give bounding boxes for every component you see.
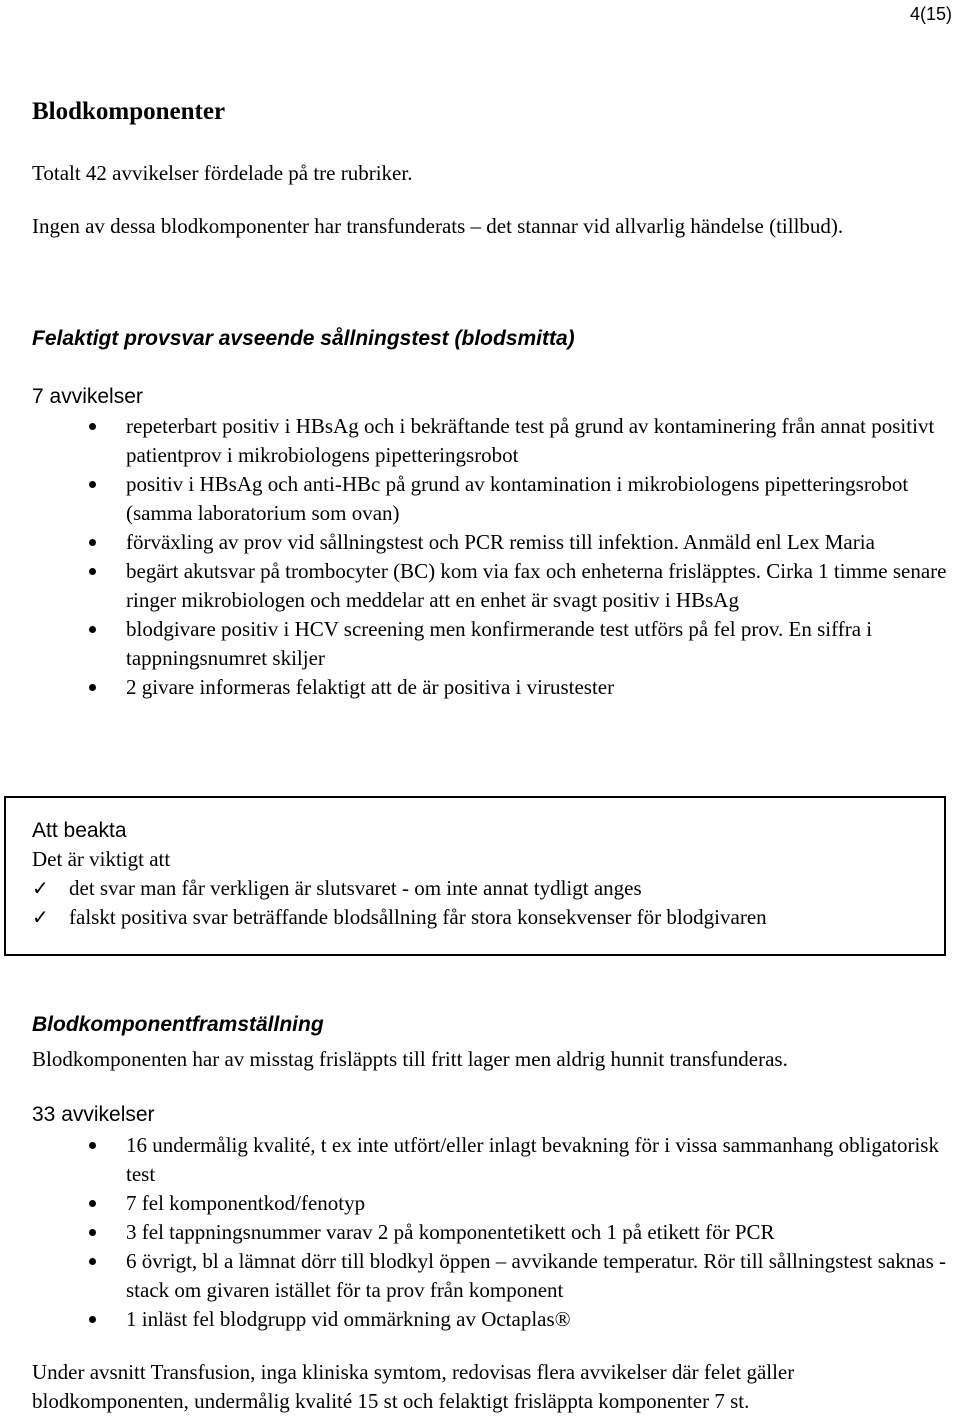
notice-item (32, 903, 767, 932)
check-icon: ✓ (32, 905, 49, 929)
notice-item-text: det svar man får verkligen är slutsvaret - om inte annat tydligt anges (69, 876, 642, 900)
production-list (0, 1131, 960, 1334)
screening-count: 7 avvikelser (32, 385, 143, 408)
production-description: Blodkomponenten har av misstag frisläppts till fritt lager men aldrig hunnit transfunderas. (32, 1047, 788, 1071)
production-count: 33 avvikelser (32, 1103, 155, 1126)
bullet-icon (89, 1316, 96, 1323)
list-item-text: 6 övrigt, bl a lämnat dörr till blodkyl öppen – avvikande temperatur. Rör till sållningstest saknas - stack om givaren istället för ta prov från komponent (126, 1249, 947, 1302)
bullet-icon (89, 626, 96, 633)
transfusion-note: Under avsnitt Transfusion, inga kliniska symtom, redovisas flera avvikelser där felet gäller blodkomponenten, undermålig kvalité 15 st och felaktigt frisläppta komponenter 7 st. (32, 1360, 795, 1413)
list-item-text: 7 fel komponentkod/fenotyp (126, 1191, 366, 1215)
list-item-text: förväxling av prov vid sållningstest och PCR remiss till infektion. Anmäld enl Lex Maria (126, 530, 875, 554)
notice-box (4, 796, 946, 956)
list-item (0, 1218, 960, 1247)
bullet-icon (89, 1229, 96, 1236)
list-item (0, 528, 960, 557)
note-text: Ingen av dessa blodkomponenter har transfunderats – det stannar vid allvarlig händelse (tillbud). (32, 214, 844, 238)
summary-text: Totalt 42 avvikelser fördelade på tre rubriker. (32, 161, 413, 185)
list-item (0, 1305, 960, 1334)
list-item (0, 1189, 960, 1218)
notice-title: Att beakta (32, 819, 127, 842)
list-item-text: 3 fel tappningsnummer varav 2 på komponentetikett och 1 på etikett för PCR (126, 1220, 775, 1244)
screening-heading: Felaktigt provsvar avseende sållningstest (blodsmitta) (32, 327, 575, 350)
bullet-icon (89, 684, 96, 691)
list-item (0, 1131, 960, 1189)
list-item (0, 557, 960, 615)
bullet-icon (89, 539, 96, 546)
list-item-text: 1 inläst fel blodgrupp vid ommärkning av Octaplas® (126, 1307, 571, 1331)
list-item (0, 412, 960, 470)
list-item-text: 16 undermålig kvalité, t ex inte utfört/eller inlagt bevakning för i vissa sammanhang obligatorisk test (126, 1133, 939, 1186)
list-item-text: repeterbart positiv i HBsAg och i bekräftande test på grund av kontaminering från annat positivt patientprov i mikrobiologens pipetteringsrobot (126, 414, 935, 467)
check-icon: ✓ (32, 876, 49, 900)
notice-item-text: falskt positiva svar beträffande blodsållning får stora konsekvenser för blodgivaren (69, 905, 767, 929)
page-number: 4(15) (909, 4, 952, 24)
production-heading: Blodkomponentframställning (32, 1013, 324, 1036)
notice-item (32, 874, 767, 903)
list-item (0, 470, 960, 528)
bullet-icon (89, 1200, 96, 1207)
list-item (0, 615, 960, 673)
list-item-text: 2 givare informeras felaktigt att de är positiva i virustester (126, 675, 615, 699)
list-item (0, 673, 960, 702)
notice-intro: Det är viktigt att (32, 847, 171, 871)
page-title: Blodkomponenter (32, 98, 226, 125)
bullet-icon (89, 1258, 96, 1265)
notice-list (32, 874, 767, 932)
bullet-icon (89, 481, 96, 488)
screening-list (0, 412, 960, 702)
bullet-icon (89, 1142, 96, 1149)
list-item-text: blodgivare positiv i HCV screening men konfirmerande test utförs på fel prov. En siffra i tappningsnumret skiljer (126, 617, 873, 670)
bullet-icon (89, 568, 96, 575)
bullet-icon (89, 423, 96, 430)
list-item-text: positiv i HBsAg och anti-HBc på grund av kontamination i mikrobiologens pipetteringsrobot (samma laboratorium som ovan) (126, 472, 909, 525)
list-item-text: begärt akutsvar på trombocyter (BC) kom via fax och enheterna frisläpptes. Cirka 1 timme senare ringer mikrobiologen och meddelar att en enhet är svagt positiv i HBsAg (126, 559, 947, 612)
list-item (0, 1247, 960, 1305)
